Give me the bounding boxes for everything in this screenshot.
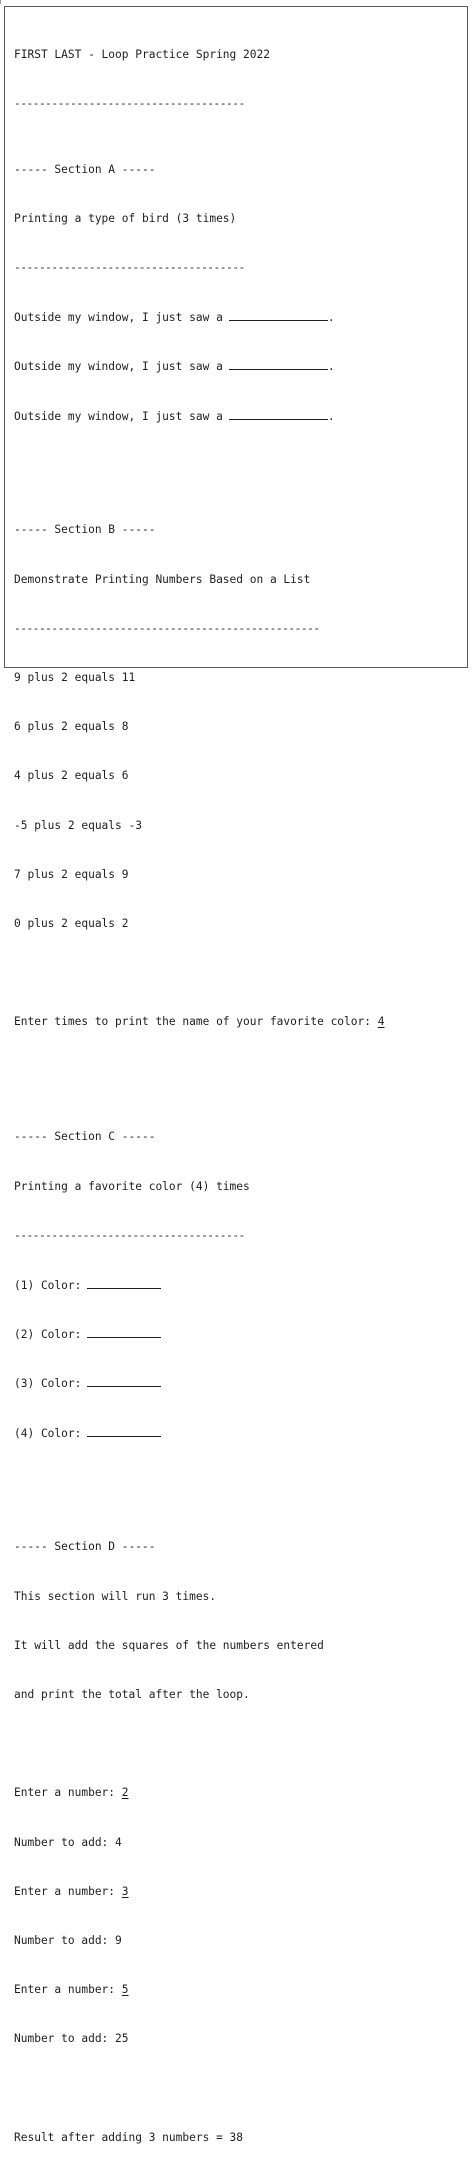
times-prompt-label: Enter times to print the name of your favorite color: — [14, 1015, 378, 1029]
bird-line — [14, 358, 467, 374]
color-label: (1) Color: — [14, 1278, 82, 1292]
number-result — [14, 1933, 467, 1949]
color-blank — [87, 1326, 161, 1338]
times-prompt — [14, 1014, 467, 1030]
sum-line: 4 plus 2 equals 6 — [14, 769, 129, 783]
divider: ------------------------------------------------- — [14, 621, 320, 635]
color-line — [14, 1425, 467, 1441]
bird-line-suffix: . — [327, 311, 335, 325]
number-input-value[interactable]: 3 — [121, 1884, 129, 1898]
spacer — [14, 457, 467, 473]
section-d-description: This section will run 3 times. — [14, 1589, 217, 1603]
divider: ------------------------------------- — [14, 97, 245, 111]
spacer — [14, 2081, 467, 2097]
section-d-description: It will add the squares of the numbers entered — [14, 1638, 324, 1652]
number-input-value[interactable]: 2 — [121, 1786, 129, 1800]
number-result-value: 25 — [115, 2032, 129, 2046]
bird-line-prefix: Outside my window, I just saw a — [14, 311, 223, 325]
number-input-value[interactable]: 5 — [121, 1983, 129, 1997]
number-prompt-label: Enter a number: — [14, 1786, 122, 1800]
final-result: Result after adding 3 numbers = 38 — [14, 2130, 244, 2144]
section-d-heading: ----- Section D ----- — [14, 1540, 156, 1554]
sum-line: 7 plus 2 equals 9 — [14, 867, 129, 881]
section-a-subtitle: Printing a type of bird (3 times) — [14, 211, 237, 225]
section-c-heading: ----- Section C ----- — [14, 1130, 156, 1144]
divider: ------------------------------------- — [14, 261, 245, 275]
divider: ------------------------------------- — [14, 1228, 245, 1242]
section-a-heading: ----- Section A ----- — [14, 162, 156, 176]
bird-line — [14, 309, 467, 325]
number-result-label: Number to add: — [14, 1835, 116, 1849]
spacer — [14, 1474, 467, 1490]
sum-line: -5 plus 2 equals -3 — [14, 818, 142, 832]
color-label: (2) Color: — [14, 1328, 82, 1342]
number-prompt — [14, 1982, 467, 1998]
times-input-value[interactable]: 4 — [377, 1015, 385, 1029]
color-label: (4) Color: — [14, 1426, 82, 1440]
program-title: FIRST LAST - Loop Practice Spring 2022 — [14, 47, 270, 61]
bird-line — [14, 408, 467, 424]
console-output — [4, 6, 468, 2144]
color-blank — [87, 1425, 161, 1437]
color-blank — [87, 1277, 161, 1289]
spacer — [14, 965, 467, 981]
color-line — [14, 1277, 467, 1293]
section-b-subtitle: Demonstrate Printing Numbers Based on a List — [14, 572, 311, 586]
number-prompt — [14, 1884, 467, 1900]
crop-mark — [0, 0, 7, 4]
number-result-value: 4 — [115, 1835, 122, 1849]
number-result-value: 9 — [115, 1933, 122, 1947]
number-prompt-label: Enter a number: — [14, 1983, 122, 1997]
section-b-heading: ----- Section B ----- — [14, 523, 156, 537]
color-label: (3) Color: — [14, 1377, 82, 1391]
section-d-description: and print the total after the loop. — [14, 1687, 250, 1701]
sum-line: 0 plus 2 equals 2 — [14, 917, 129, 931]
bird-line-prefix: Outside my window, I just saw a — [14, 360, 223, 374]
sum-line: 9 plus 2 equals 11 — [14, 671, 136, 685]
color-blank — [87, 1375, 161, 1387]
color-line — [14, 1326, 467, 1342]
bird-blank — [229, 309, 328, 321]
section-c-subtitle: Printing a favorite color (4) times — [14, 1179, 250, 1193]
color-line — [14, 1375, 467, 1391]
number-result — [14, 2031, 467, 2047]
bird-blank — [229, 358, 328, 370]
number-prompt-label: Enter a number: — [14, 1884, 122, 1898]
bird-line-suffix: . — [327, 409, 335, 423]
bird-line-suffix: . — [327, 360, 335, 374]
number-result-label: Number to add: — [14, 1933, 116, 1947]
bird-blank — [229, 408, 328, 420]
spacer — [14, 1064, 467, 1080]
spacer — [14, 1736, 467, 1752]
number-result — [14, 1835, 467, 1851]
number-result-label: Number to add: — [14, 2032, 116, 2046]
bird-line-prefix: Outside my window, I just saw a — [14, 409, 223, 423]
sum-line: 6 plus 2 equals 8 — [14, 720, 129, 734]
number-prompt — [14, 1785, 467, 1801]
